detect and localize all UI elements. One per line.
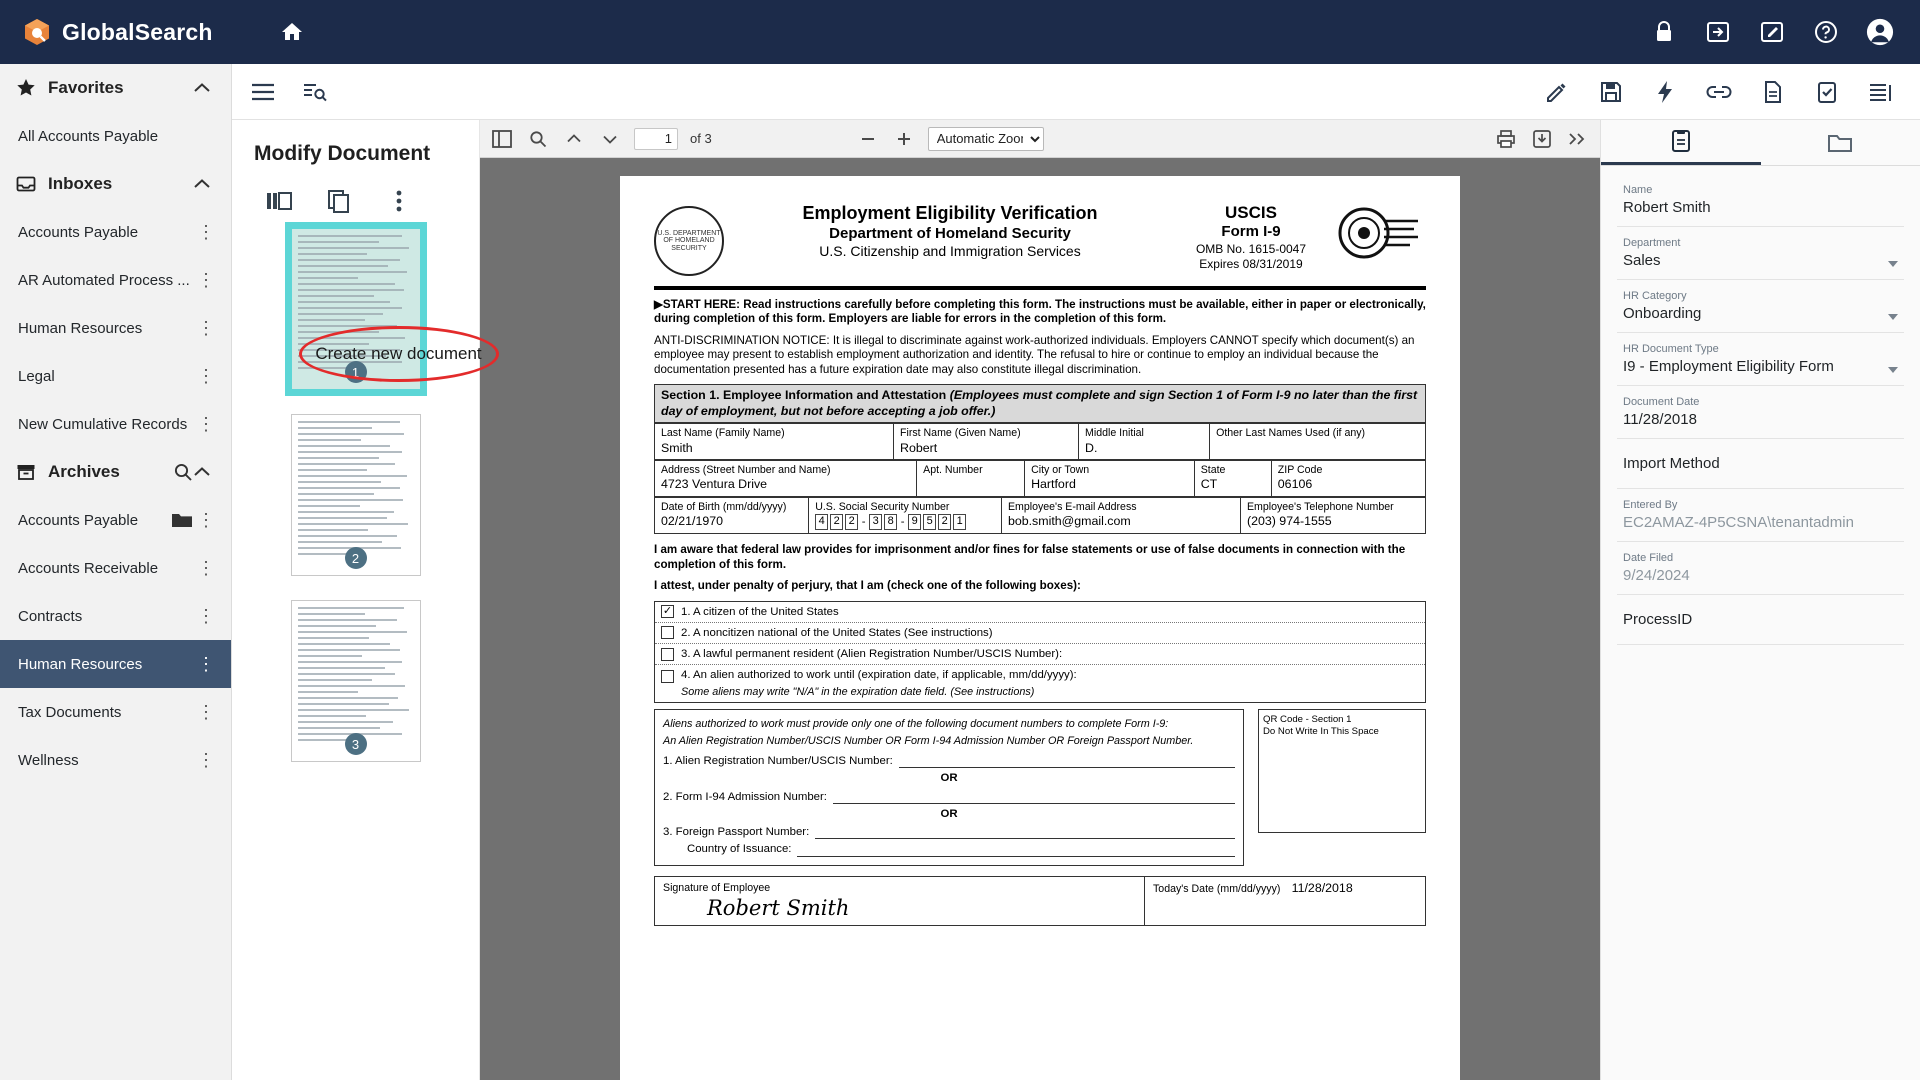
- section-1-dob-table: [654, 497, 1426, 534]
- page-thumbnails-icon[interactable]: [266, 188, 292, 214]
- field-entered-by-value: EC2AMAZ-4P5CSNA\tenantadmin: [1623, 514, 1854, 531]
- sidebar-item-label: AR Automated Process ...: [18, 271, 190, 289]
- sidebar-item-archives-wellness[interactable]: Wellness ⋮: [18, 750, 215, 770]
- document-toolbar-right: [1544, 79, 1920, 105]
- favorites-label: Favorites: [48, 78, 124, 97]
- search-list-icon[interactable]: [302, 79, 328, 105]
- qr-box-title: QR Code - Section 1: [1263, 714, 1352, 726]
- value-phone: (203) 974-1555: [1246, 514, 1332, 529]
- sidebar-item-accounts-payable[interactable]: Accounts Payable ⋮: [18, 222, 215, 242]
- page-thumbnail-1-wrap: [291, 228, 482, 390]
- next-page-icon[interactable]: [598, 127, 622, 151]
- sidebar-item-label: All Accounts Payable: [18, 127, 159, 145]
- print-icon[interactable]: [1494, 127, 1518, 151]
- page-number-badge: 1: [345, 361, 367, 383]
- sidebar-item-archives-accounts-receivable[interactable]: Accounts Receivable ⋮: [18, 558, 215, 578]
- ssn-separator: -: [900, 516, 905, 528]
- alien-item-3-label: 3. Foreign Passport Number:: [663, 826, 810, 839]
- sidebar-item-human-resources[interactable]: Human Resources ⋮: [18, 318, 215, 338]
- ssn-digit: 3: [869, 514, 882, 530]
- value-date-of-birth: 02/21/1970: [661, 514, 724, 529]
- create-new-document-label: Create new document: [315, 344, 482, 363]
- table-row: [655, 461, 1426, 497]
- sidebar-item-label: Accounts Payable: [18, 511, 139, 529]
- attest-option-2-label: 2. A noncitizen national of the United States (See instructions): [681, 626, 993, 639]
- page-number-input[interactable]: [634, 128, 678, 150]
- field-document-date[interactable]: [1617, 386, 1904, 439]
- chevron-down-icon[interactable]: [1888, 314, 1898, 320]
- sidebar-section-inboxes[interactable]: [0, 160, 231, 208]
- label-address: Address (Street Number and Name): [661, 464, 831, 477]
- ssn-digit: 5: [923, 514, 936, 530]
- table-row: [655, 424, 1426, 460]
- cell-zip: [1271, 461, 1425, 497]
- archive-icon: [16, 462, 42, 482]
- omb-number: OMB No. 1615-0047: [1195, 242, 1307, 256]
- qr-box-note: Do Not Write In This Space: [1263, 726, 1379, 738]
- cell-email: [1001, 497, 1240, 533]
- label-date-of-birth: Date of Birth (mm/dd/yyyy): [661, 500, 787, 513]
- field-department-label: Department: [1623, 237, 1681, 249]
- cell-date-of-birth: [655, 497, 809, 533]
- value-state: CT: [1200, 477, 1218, 492]
- or-divider-1: OR: [940, 772, 958, 785]
- archives-search-icon[interactable]: [173, 462, 193, 482]
- label-other-last-names: Other Last Names Used (if any): [1216, 427, 1366, 440]
- anti-discrimination-paragraph: [654, 334, 1426, 377]
- start-here-paragraph: [654, 298, 1426, 327]
- section-1-name-table: [654, 423, 1426, 460]
- sidebar-section-favorites[interactable]: [0, 64, 231, 112]
- chevron-up-icon[interactable]: [193, 178, 215, 190]
- label-last-name: Last Name (Family Name): [661, 427, 785, 440]
- sidebar-item-label: New Cumulative Records: [18, 415, 188, 433]
- document-toolbar: [232, 64, 1920, 120]
- chevron-down-icon[interactable]: [1888, 261, 1898, 267]
- alien-info-box: [654, 709, 1244, 865]
- field-hr-category-value: Onboarding: [1623, 305, 1702, 322]
- label-middle-initial: Middle Initial: [1085, 427, 1144, 440]
- value-city: Hartford: [1031, 477, 1076, 492]
- more-tools-icon[interactable]: [1566, 127, 1590, 151]
- home-icon[interactable]: [272, 12, 312, 52]
- value-signature: Robert Smith: [707, 895, 850, 920]
- document-copy-icon[interactable]: [1760, 79, 1786, 105]
- field-process-id[interactable]: [1617, 595, 1904, 645]
- sidebar-item-label: Legal: [18, 367, 55, 385]
- zoom-in-icon[interactable]: [892, 127, 916, 151]
- field-entered-by-label: Entered By: [1623, 499, 1678, 511]
- sidebar-item-archives-accounts-payable[interactable]: Accounts Payable ⋮: [18, 510, 215, 530]
- label-email: Employee's E-mail Address: [1007, 500, 1137, 513]
- sidebar-item-label: Tax Documents: [18, 703, 122, 721]
- anti-discrimination-text: ANTI-DISCRIMINATION NOTICE: It is illegal to discriminate against work-authorized individuals. Employers CANNOT specify which document(s) an employee may present to establish employment authorization and identity. The refusal to hire or continue to employ an individual because the documentation presented has a future expiration date may also constitute illegal discrimination.: [654, 333, 1415, 376]
- sidebar-item-label: Wellness: [18, 751, 79, 769]
- workflow-bolt-icon[interactable]: [1652, 79, 1678, 105]
- sidebar-item-legal[interactable]: Legal ⋮: [18, 366, 215, 386]
- signature-row: [654, 876, 1426, 927]
- document-toolbar-left: [232, 79, 328, 105]
- form-uscis-block: [1176, 202, 1326, 272]
- section-1-band: [654, 384, 1426, 423]
- cell-state: [1194, 461, 1271, 497]
- alien-item-1-label: 1. Alien Registration Number/USCIS Number:: [663, 755, 893, 768]
- ssn-digit: 2: [830, 514, 843, 530]
- field-document-date-value: 11/28/2018: [1623, 411, 1697, 428]
- attestation-options: [654, 601, 1426, 703]
- value-last-name: Smith: [661, 440, 693, 455]
- lock-icon[interactable]: [1650, 18, 1678, 46]
- page-number-badge: 2: [345, 547, 367, 569]
- top-navigation-bar: [0, 0, 1920, 64]
- save-icon[interactable]: [1598, 79, 1624, 105]
- field-import-method[interactable]: [1617, 439, 1904, 489]
- inbox-icon: [16, 174, 42, 194]
- archives-label: Archives: [48, 462, 120, 481]
- section-1-subtitle: (Employees must complete and sign Section 1 of Form I-9 no later than the first day of employment, but not before accepting a job offer.): [661, 388, 1418, 418]
- form-title-line3: U.S. Citizenship and Immigration Services: [819, 243, 1081, 260]
- edit-note-icon[interactable]: [1758, 18, 1786, 46]
- alien-item-2: [663, 790, 1235, 804]
- value-todays-date: 11/28/2018: [1291, 880, 1353, 895]
- modify-document-tools: [232, 166, 479, 214]
- sidebar-item-label: Contracts: [18, 607, 83, 625]
- attest-intro: I attest, under penalty of perjury, that I am (check one of the following boxes):: [654, 579, 1081, 593]
- perjury-warning: I am aware that federal law provides for imprisonment and/or fines for false statements or use of false documents in connection with the completion of this form.: [654, 543, 1406, 571]
- chevron-up-icon[interactable]: [193, 466, 215, 478]
- pdf-page-area[interactable]: [480, 158, 1600, 1080]
- app-title: GlobalSearch: [62, 18, 213, 45]
- zoom-out-icon[interactable]: [856, 127, 880, 151]
- dhs-seal-icon: [654, 206, 724, 276]
- previous-page-icon[interactable]: [562, 127, 586, 151]
- folder-icon: [169, 511, 195, 529]
- ssn-digit: 9: [908, 514, 921, 530]
- value-address: 4723 Ventura Drive: [661, 477, 768, 492]
- field-document-date-label: Document Date: [1623, 396, 1700, 408]
- tab-folders[interactable]: [1761, 120, 1920, 165]
- cell-apt-number: [917, 461, 1025, 497]
- menu-icon[interactable]: [250, 79, 276, 105]
- checkbox-checked-icon[interactable]: ✓: [662, 604, 673, 617]
- sidebar-item-archives-contracts[interactable]: Contracts ⋮: [18, 606, 215, 626]
- alien-item-2-line[interactable]: [833, 792, 1235, 804]
- field-hr-document-type[interactable]: [1617, 333, 1904, 386]
- label-phone: Employee's Telephone Number: [1246, 500, 1394, 513]
- expiration: Expires 08/31/2019: [1199, 257, 1303, 271]
- sidebar-item-archives-human-resources[interactable]: Human Resources ⋮: [0, 640, 231, 688]
- left-sidebar: [0, 64, 232, 1080]
- ssn-digit: 2: [845, 514, 858, 530]
- or-divider-2: OR: [940, 807, 958, 820]
- attest-option-3[interactable]: [655, 644, 1425, 665]
- value-email: bob.smith@gmail.com: [1007, 514, 1131, 529]
- ssn-digit: 8: [884, 514, 897, 530]
- attest-option-4[interactable]: [655, 665, 1425, 702]
- modify-overflow-menu-icon[interactable]: [386, 188, 412, 214]
- sidebar-item-label: Human Resources: [18, 319, 143, 337]
- annotate-pencil-icon[interactable]: [1544, 79, 1570, 105]
- cell-ssn: [809, 497, 1002, 533]
- modify-document-panel: [232, 120, 480, 1080]
- sidebar-item-label: Accounts Payable: [18, 223, 139, 241]
- field-entered-by: [1617, 489, 1904, 542]
- metadata-panel: [1600, 120, 1920, 1080]
- attest-option-4-label: 4. An alien authorized to work until (expiration date, if applicable, mm/dd/yyyy):: [681, 669, 1077, 682]
- header-divider: [654, 286, 1426, 290]
- alien-note-1: Aliens authorized to work must provide only one of the following document numbers to complete Form I-9:: [663, 718, 1169, 731]
- signature-cell: [655, 877, 1145, 926]
- attest-option-3-label: 3. A lawful permanent resident (Alien Registration Number/USCIS Number):: [681, 648, 1063, 661]
- label-state: State: [1200, 464, 1226, 477]
- field-process-id-value: ProcessID: [1623, 611, 1693, 628]
- attest-option-1-label: 1. A citizen of the United States: [681, 605, 839, 618]
- page-count-label: of 3: [690, 131, 712, 146]
- label-first-name: First Name (Given Name): [900, 427, 1021, 440]
- cell-phone: [1240, 497, 1425, 533]
- ssn-digit: 1: [953, 514, 966, 530]
- cell-address: [655, 461, 917, 497]
- page-thumbnail-2-wrap: [291, 414, 421, 576]
- soundcoast-logo-icon: [1326, 202, 1426, 268]
- page-thumbnail-2[interactable]: [291, 414, 421, 576]
- alien-item-4-label: Country of Issuance:: [687, 843, 792, 856]
- sidebar-toggle-icon[interactable]: [490, 127, 514, 151]
- task-check-icon[interactable]: [1814, 79, 1840, 105]
- table-row: [655, 497, 1426, 533]
- ssn-digit: 4: [815, 514, 828, 530]
- metadata-fields: [1601, 166, 1920, 645]
- seal-text: U.S. DEPARTMENT OF HOMELAND SECURITY: [657, 229, 721, 252]
- form-title-line1: Employment Eligibility Verification: [802, 203, 1098, 223]
- alien-item-2-label: 2. Form I-94 Admission Number:: [663, 790, 827, 803]
- field-department[interactable]: [1617, 227, 1904, 280]
- sidebar-item-label: Accounts Receivable: [18, 559, 159, 577]
- alien-item-4-line[interactable]: [797, 845, 1235, 857]
- checkbox-icon[interactable]: [661, 648, 674, 661]
- value-zip: 06106: [1277, 477, 1313, 492]
- label-apt-number: Apt. Number: [923, 464, 983, 477]
- value-first-name: Robert: [900, 440, 938, 455]
- page-thumbnail-3-wrap: [291, 600, 421, 762]
- field-date-filed-label: Date Filed: [1623, 552, 1674, 564]
- attest-option-2[interactable]: [655, 623, 1425, 644]
- pdf-viewer: [480, 120, 1600, 1080]
- attest-option-1[interactable]: [655, 602, 1425, 623]
- todays-date-cell: [1145, 877, 1425, 926]
- top-bar-actions: [1650, 18, 1920, 46]
- field-department-value: Sales: [1623, 252, 1661, 269]
- field-hr-category[interactable]: [1617, 280, 1904, 333]
- sidebar-item-ar-automated-process[interactable]: AR Automated Process ... ⋮: [18, 270, 215, 290]
- field-date-filed-value: 9/24/2024: [1623, 567, 1690, 584]
- field-hr-document-type-value: I9 - Employment Eligibility Form: [1623, 358, 1834, 375]
- cell-first-name: [894, 424, 1079, 460]
- globalsearch-cube-icon: [22, 17, 52, 47]
- field-hr-category-label: HR Category: [1623, 290, 1687, 302]
- pdf-toolbar: [480, 120, 1600, 158]
- qr-code-box: [1258, 709, 1426, 833]
- field-date-filed: [1617, 542, 1904, 595]
- sidebar-item-new-cumulative-records[interactable]: New Cumulative Records ⋮: [18, 414, 215, 434]
- form-number: Form I-9: [1221, 223, 1281, 241]
- start-here-text: ▶START HERE: Read instructions carefully before completing this form. The instructions must be available, either in paper or electronically, during completion of this form. Employers are liable for errors in the completion of this form.: [654, 298, 1426, 326]
- sidebar-section-archives[interactable]: [0, 448, 231, 496]
- field-name-value: Robert Smith: [1623, 199, 1711, 216]
- duplicate-page-icon[interactable]: [326, 188, 352, 214]
- label-city: City or Town: [1031, 464, 1090, 477]
- label-signature: Signature of Employee: [663, 881, 771, 894]
- label-todays-date: Today's Date (mm/dd/yyyy): [1153, 882, 1281, 895]
- app-logo[interactable]: [0, 17, 232, 47]
- download-icon[interactable]: [1530, 127, 1554, 151]
- alien-info-and-qr: [654, 709, 1426, 865]
- list-view-icon[interactable]: [1868, 79, 1894, 105]
- help-icon[interactable]: [1812, 18, 1840, 46]
- field-import-method-value: Import Method: [1623, 455, 1720, 472]
- alien-note-2: An Alien Registration Number/USCIS Number OR Form I-94 Admission Number OR Foreign Passport Number.: [663, 734, 1194, 747]
- zoom-select[interactable]: [928, 127, 1044, 151]
- link-icon[interactable]: [1706, 79, 1732, 105]
- alien-item-4: [663, 842, 1235, 856]
- cell-last-name: [655, 424, 894, 460]
- form-title-block: [724, 202, 1176, 261]
- label-zip: ZIP Code: [1277, 464, 1323, 477]
- alien-item-3-line[interactable]: [815, 827, 1235, 839]
- field-name[interactable]: [1617, 174, 1904, 227]
- chevron-down-icon[interactable]: [1888, 367, 1898, 373]
- star-icon: [16, 78, 42, 98]
- user-account-icon[interactable]: [1866, 18, 1894, 46]
- sidebar-item-all-accounts-payable[interactable]: [0, 112, 231, 160]
- inboxes-label: Inboxes: [48, 174, 113, 193]
- cell-other-last-names: [1210, 424, 1426, 460]
- alien-item-3: [663, 825, 1235, 839]
- alien-item-1: [663, 754, 1235, 768]
- field-name-label: Name: [1623, 184, 1653, 196]
- page-thumbnail-list: [232, 214, 482, 762]
- metadata-tabs: [1601, 120, 1920, 166]
- alien-item-1-line[interactable]: [899, 756, 1235, 768]
- form-header: [654, 202, 1426, 276]
- attest-option-4-note: Some aliens may write "N/A" in the expiration date field. (See instructions): [681, 685, 1035, 698]
- form-i9-page: [620, 176, 1460, 1080]
- cell-city: [1025, 461, 1195, 497]
- page-number-badge: 3: [345, 733, 367, 755]
- modify-document-title: Modify Document: [254, 142, 431, 165]
- sidebar-item-archives-tax-documents[interactable]: Tax Documents ⋮: [18, 702, 215, 722]
- checkbox-icon[interactable]: [661, 626, 674, 639]
- chevron-up-icon[interactable]: [193, 82, 215, 94]
- import-icon[interactable]: [1704, 18, 1732, 46]
- ssn-separator: -: [861, 516, 866, 528]
- value-middle-initial: D.: [1085, 440, 1098, 455]
- cell-middle-initial: [1079, 424, 1210, 460]
- checkbox-icon[interactable]: [661, 670, 674, 683]
- create-new-document-callout[interactable]: [299, 326, 499, 382]
- section-1-title: Section 1. Employee Information and Attestation: [661, 388, 950, 403]
- sidebar-item-label: Human Resources: [18, 655, 143, 673]
- pdf-search-icon[interactable]: [526, 127, 550, 151]
- alien-number-list: [663, 754, 1235, 857]
- page-thumbnail-3[interactable]: [291, 600, 421, 762]
- attest-option-4-block: [681, 668, 1077, 699]
- label-ssn: U.S. Social Security Number: [815, 500, 950, 513]
- field-hr-document-type-label: HR Document Type: [1623, 343, 1719, 355]
- ssn-digit: 2: [938, 514, 951, 530]
- form-title-line2: Department of Homeland Security: [829, 224, 1071, 242]
- uscis-label: USCIS: [1225, 203, 1277, 222]
- value-ssn: [815, 514, 966, 530]
- section-1-address-table: [654, 460, 1426, 497]
- tab-index-fields[interactable]: [1601, 120, 1761, 165]
